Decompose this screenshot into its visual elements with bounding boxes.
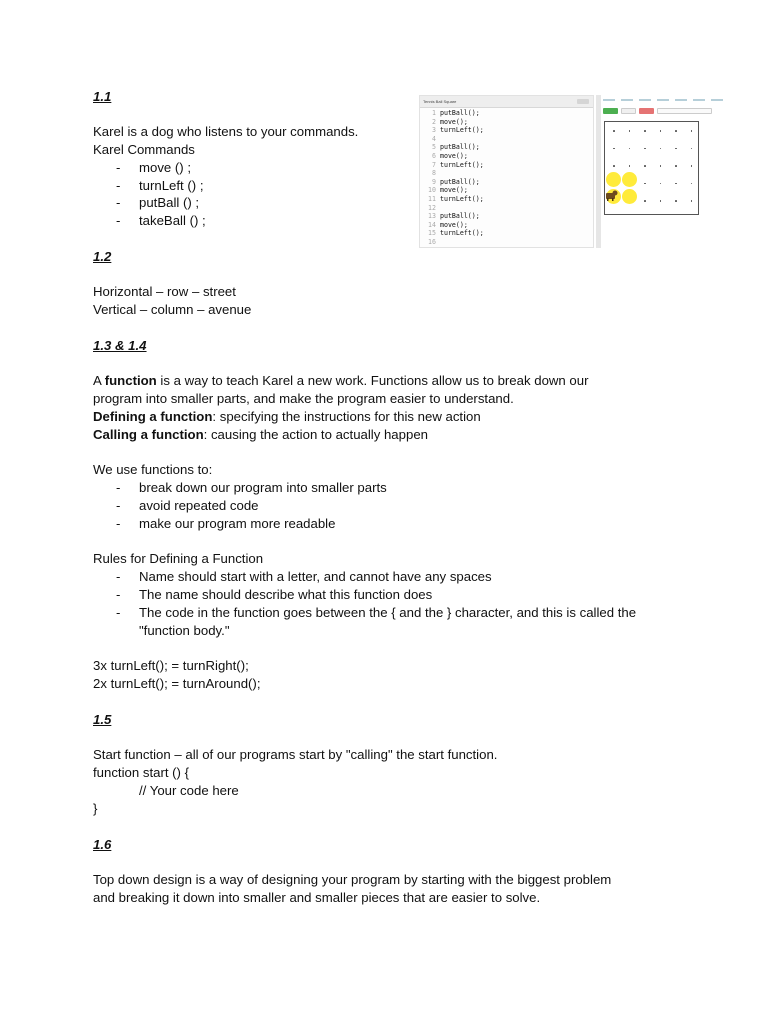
line-number: 10 [428, 186, 436, 195]
section-heading-1-6: 1.6 [93, 837, 112, 852]
code-text: putBall(); [440, 143, 480, 152]
turn-around-rule: 2x turnLeft(); = turnAround(); [93, 676, 261, 691]
grid-dot [613, 130, 615, 132]
world-toolbar [603, 107, 719, 115]
bullet-dash: - [116, 178, 121, 193]
bullet-dash: - [116, 516, 121, 531]
karel-intro: Karel is a dog who listens to your commands. [93, 124, 359, 139]
use-item: make our program more readable [139, 516, 336, 531]
line-number: 3 [432, 126, 436, 135]
commands-title: Karel Commands [93, 142, 195, 157]
calling-function: Calling a function: causing the action to actually happen [93, 427, 428, 442]
start-function-desc: Start function – all of our programs start by "calling" the start function. [93, 747, 498, 762]
code-lines [420, 109, 595, 247]
line-number: 4 [432, 134, 436, 143]
line-number: 13 [428, 212, 436, 221]
command-item: putBall () ; [139, 195, 200, 210]
line-number: 11 [428, 194, 436, 203]
code-text: move(); [440, 186, 468, 195]
code-row [420, 229, 595, 238]
horizontal-def: Horizontal – row – street [93, 284, 236, 299]
grid-dot [691, 183, 693, 185]
editor-title: Tennis Ball Square [423, 99, 457, 104]
code-row [420, 169, 595, 178]
bullet-dash: - [116, 569, 121, 584]
command-item: takeBall () ; [139, 213, 206, 228]
grid-dot [644, 165, 646, 167]
code-row [420, 135, 595, 144]
code-row [420, 118, 595, 127]
line-number: 16 [428, 237, 436, 246]
grid-dot [613, 165, 615, 167]
turn-right-rule: 3x turnLeft(); = turnRight(); [93, 658, 249, 673]
line-number: 14 [428, 220, 436, 229]
code-line: // Your code here [139, 783, 239, 798]
defining-function: Defining a function: specifying the instructions for this new action [93, 409, 481, 424]
bullet-dash: - [116, 498, 121, 513]
grid-dot [660, 183, 662, 185]
tennis-ball [622, 172, 637, 187]
code-row [420, 212, 595, 221]
section-heading-1-1: 1.1 [93, 89, 112, 104]
bullet-dash: - [116, 195, 121, 210]
code-text: putBall(); [440, 177, 480, 186]
grid-dot [691, 130, 693, 132]
code-text: putBall(); [440, 212, 480, 221]
grid-dot [660, 130, 662, 132]
world-nav [601, 95, 725, 104]
rule-item: The code in the function goes between the { and the } character, and this is called the [139, 605, 637, 620]
code-text: putBall(); [440, 109, 480, 117]
code-row [420, 186, 595, 195]
bullet-dash: - [116, 605, 121, 620]
function-paragraph-line1: A function is a way to teach Karel a new work. Functions allow us to break down our [93, 373, 589, 388]
code-row [420, 126, 595, 135]
line-number: 7 [432, 160, 436, 169]
world-select [657, 108, 712, 114]
karel-world-grid [604, 121, 699, 215]
rule-item: The name should describe what this function does [139, 587, 433, 602]
grid-dot [644, 148, 646, 150]
editor-title-bar [420, 96, 593, 108]
use-item: break down our program into smaller parts [139, 480, 387, 495]
rule-item-continuation: "function body." [139, 623, 230, 638]
code-row [420, 178, 595, 187]
karel-dog-icon [605, 189, 618, 202]
bullet-dash: - [116, 480, 121, 495]
tennis-ball [622, 189, 637, 204]
code-row [420, 195, 595, 204]
command-item: turnLeft () ; [139, 178, 204, 193]
rules-title: Rules for Defining a Function [93, 551, 264, 566]
grid-dot [691, 148, 693, 150]
line-number: 15 [428, 229, 436, 238]
grid-dot [660, 200, 662, 202]
grid-dot [644, 200, 646, 202]
line-number: 1 [432, 109, 436, 117]
code-text: turnLeft(); [440, 160, 484, 169]
line-number: 12 [428, 203, 436, 212]
world-panel [601, 95, 725, 248]
grid-dot [629, 165, 631, 167]
run-button [603, 108, 618, 114]
line-number: 6 [432, 151, 436, 160]
code-row [420, 221, 595, 230]
line-number: 8 [432, 169, 436, 178]
code-text: move(); [440, 151, 468, 160]
uses-title: We use functions to: [93, 462, 213, 477]
grid-dot [675, 148, 677, 150]
karel-ide-screenshot [419, 95, 725, 248]
grid-dot [675, 200, 677, 202]
section-heading-1-3: 1.3 & 1.4 [93, 338, 147, 353]
grid-dot [675, 165, 677, 167]
line-number: 9 [432, 177, 436, 186]
editor-menu-button [577, 99, 589, 104]
bullet-dash: - [116, 160, 121, 175]
section-heading-1-2: 1.2 [93, 249, 112, 264]
grid-dot [644, 130, 646, 132]
grid-dot [691, 165, 693, 167]
grid-dot [691, 200, 693, 202]
grid-dot [613, 148, 615, 150]
code-line: function start () { [93, 765, 190, 780]
code-row [420, 161, 595, 170]
function-paragraph-line2: program into smaller parts, and make the program easier to understand. [93, 391, 514, 406]
code-row [420, 238, 595, 247]
rule-item: Name should start with a letter, and cannot have any spaces [139, 569, 492, 584]
command-item: move () ; [139, 160, 192, 175]
bullet-dash: - [116, 587, 121, 602]
bullet-dash: - [116, 213, 121, 228]
top-down-line2: and breaking it down into smaller and smaller pieces that are easier to solve. [93, 890, 541, 905]
code-row [420, 143, 595, 152]
grid-dot [629, 130, 631, 132]
grid-dot [675, 130, 677, 132]
top-down-line1: Top down design is a way of designing your program by starting with the biggest problem [93, 872, 612, 887]
stop-button [639, 108, 654, 114]
line-number: 5 [432, 143, 436, 152]
code-editor [419, 95, 594, 248]
use-item: avoid repeated code [139, 498, 259, 513]
reset-button [621, 108, 636, 114]
code-row [420, 109, 595, 118]
section-heading-1-5: 1.5 [93, 712, 112, 727]
grid-dot [644, 183, 646, 185]
grid-dot [675, 183, 677, 185]
grid-dot [660, 165, 662, 167]
vertical-def: Vertical – column – avenue [93, 302, 252, 317]
grid-dot [629, 148, 631, 150]
code-text: move(); [440, 117, 468, 126]
code-text: turnLeft(); [440, 194, 484, 203]
code-line: } [93, 801, 98, 816]
grid-dot [660, 148, 662, 150]
code-text: turnLeft(); [440, 126, 484, 135]
code-text: turnLeft(); [440, 229, 484, 238]
code-row [420, 204, 595, 213]
code-text: move(); [440, 220, 468, 229]
code-row [420, 152, 595, 161]
tennis-ball [606, 172, 621, 187]
line-number: 2 [432, 117, 436, 126]
